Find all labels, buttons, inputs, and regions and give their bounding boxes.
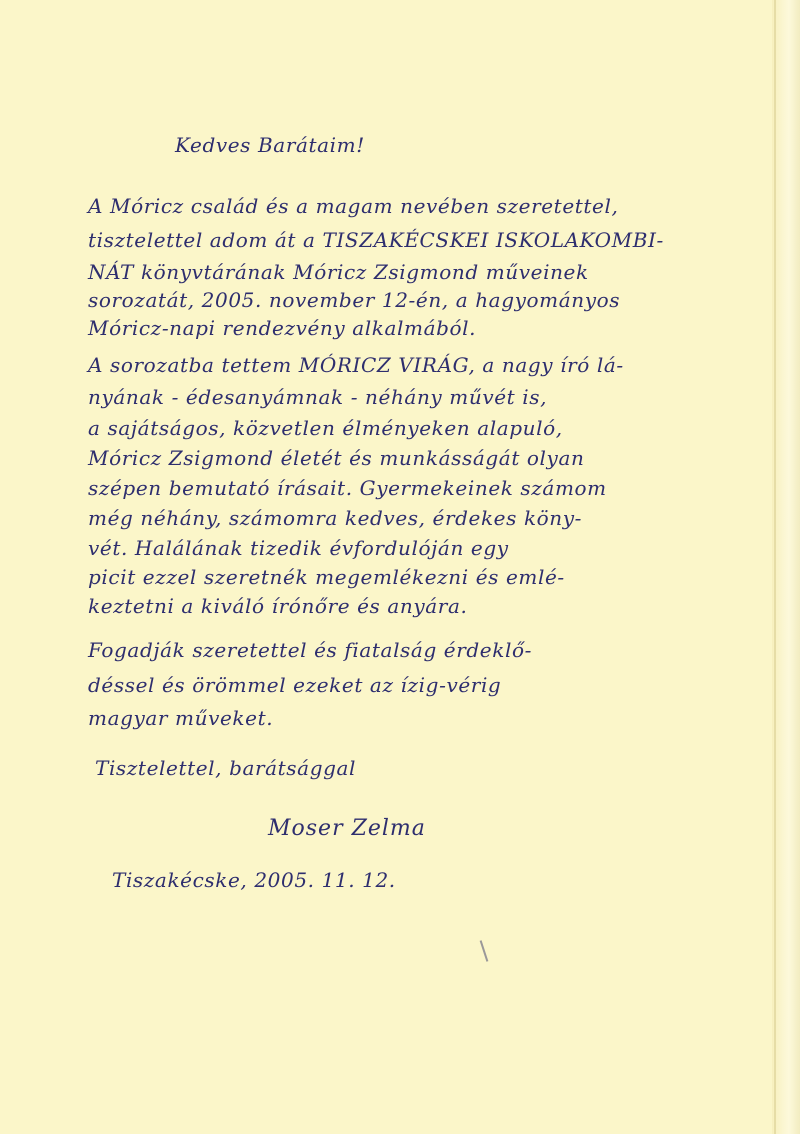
closing: Tisztelettel, barátsággal	[95, 756, 357, 780]
salutation: Kedves Barátaim!	[175, 133, 365, 157]
paragraph-2-line-1: A sorozatba tettem MÓRICZ VIRÁG, a nagy író lá-	[88, 353, 624, 377]
paragraph-1-line-5: Móricz-napi rendezvény alkalmából.	[88, 316, 477, 340]
paragraph-2-line-7: vét. Halálának tizedik évfordulóján egy	[88, 536, 509, 560]
paragraph-1-line-2: tisztelettel adom át a TISZAKÉCSKEI ISKOLAKOMBI-	[88, 228, 664, 252]
paragraph-3-line-3: magyar műveket.	[88, 706, 274, 730]
paragraph-1-line-1: A Móricz család és a magam nevében szeretettel,	[88, 194, 619, 218]
paragraph-2-line-2: nyának - édesanyámnak - néhány művét is,	[88, 385, 548, 409]
signature: Moser Zelma	[268, 816, 426, 841]
paragraph-2-line-3: a sajátságos, közvetlen élményeken alapuló,	[88, 416, 563, 440]
paragraph-2-line-8: picit ezzel szeretnék megemlékezni és emlé-	[88, 565, 565, 589]
paragraph-1-line-4: sorozatát, 2005. november 12-én, a hagyományos	[88, 288, 621, 312]
paragraph-2-line-6: még néhány, számomra kedves, érdekes köny-	[88, 506, 583, 530]
paragraph-3-line-2: déssel és örömmel ezeket az ízig-vérig	[88, 673, 502, 697]
paper-edge-shadow	[774, 0, 776, 1134]
paragraph-2-line-9: keztetni a kiváló írónőre és anyára.	[88, 594, 468, 618]
paper-right-edge	[772, 0, 800, 1134]
paragraph-2-line-4: Móricz Zsigmond életét és munkásságát olyan	[88, 446, 585, 470]
place-and-date: Tiszakécske, 2005. 11. 12.	[112, 868, 396, 892]
pen-mark	[480, 940, 489, 962]
paragraph-2-line-5: szépen bemutató írásait. Gyermekeinek számom	[88, 476, 607, 500]
paragraph-3-line-1: Fogadják szeretettel és fiatalság érdeklő-	[88, 638, 532, 662]
paragraph-1-line-3: NÁT könyvtárának Móricz Zsigmond műveinek	[88, 260, 589, 284]
